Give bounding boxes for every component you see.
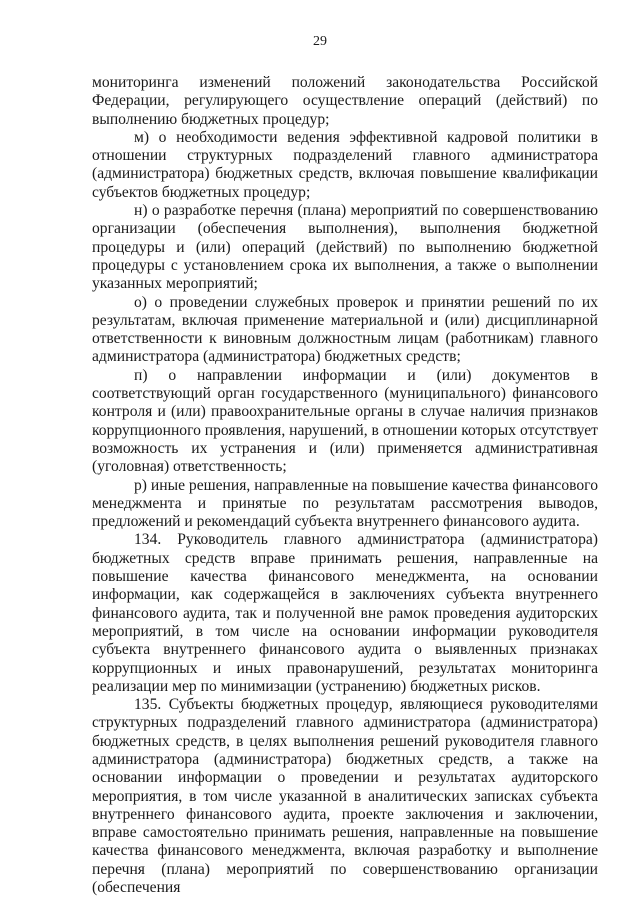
paragraph-item-m: м) о необходимости ведения эффективной кадровой политики в отношении структурных подразделений главного администратора (администратора) бюджетных средств, включая повышение квалификации субъектов бюджетных процедур; <box>92 128 598 201</box>
paragraph-item-n: н) о разработке перечня (плана) мероприятий по совершенствованию организации (обеспечения выполнения), выполнения бюджетной процедуры и (или) операций (действий) по выполнению бюджетной процедуры с установлением срока их выполнения, а также о выполнении указанных мероприятий; <box>92 202 598 293</box>
paragraph-item-p: п) о направлении информации и (или) документов в соответствующий орган государственного (муниципального) финансового контроля и (или) правоохранительные органы в случае наличия признаков коррупционного проявления, нарушений, в отношении которых отсутствует возможность их устранения и (или) применяется административная (уголовная) ответственность; <box>92 366 598 476</box>
page-number: 29 <box>313 34 327 49</box>
document-body <box>92 74 598 897</box>
paragraph-134: 134. Руководитель главного администратора (администратора) бюджетных средств вправе принимать решения, направленные на повышение качества финансового менеджмента, на основании информации, как содержащейся в заключениях субъекта внутреннего финансового аудита, так и полученной вне рамок проведения аудиторских мероприятий, в том числе на основании информации руководителя субъекта внутреннего финансового аудита о выявленных признаках коррупционных и иных правонарушений, результатах мониторинга реализации мер по минимизации (устранению) бюджетных рисков. <box>92 531 598 695</box>
paragraph-item-r: р) иные решения, направленные на повышение качества финансового менеджмента и принятые по результатам рассмотрения выводов, предложений и рекомендаций субъекта внутреннего финансового аудита. <box>92 476 598 531</box>
paragraph-item-o: о) о проведении служебных проверок и принятии решений по их результатам, включая применение материальной и (или) дисциплинарной ответственности к виновным должностным лицам (работникам) главного администратора (администратора) бюджетных средств; <box>92 293 598 366</box>
paragraph-continuation: мониторинга изменений положений законодательства Российской Федерации, регулирующего осуществление операций (действий) по выполнению бюджетных процедур; <box>92 74 598 128</box>
paragraph-135: 135. Субъекты бюджетных процедур, являющиеся руководителями структурных подразделений главного администратора (администратора) бюджетных средств, в целях выполнения решений руководителя главного администратора (администратора) бюджетных средств, а также на основании информации о проведении и результатах аудиторского мероприятия, в том числе указанной в аналитических записках субъекта внутреннего финансового аудита, проекте заключения и заключении, вправе самостоятельно принимать решения, направленные на повышение качества финансового менеджмента, включая разработку и выполнение перечня (плана) мероприятий по совершенствованию организации (обеспечения <box>92 696 598 897</box>
